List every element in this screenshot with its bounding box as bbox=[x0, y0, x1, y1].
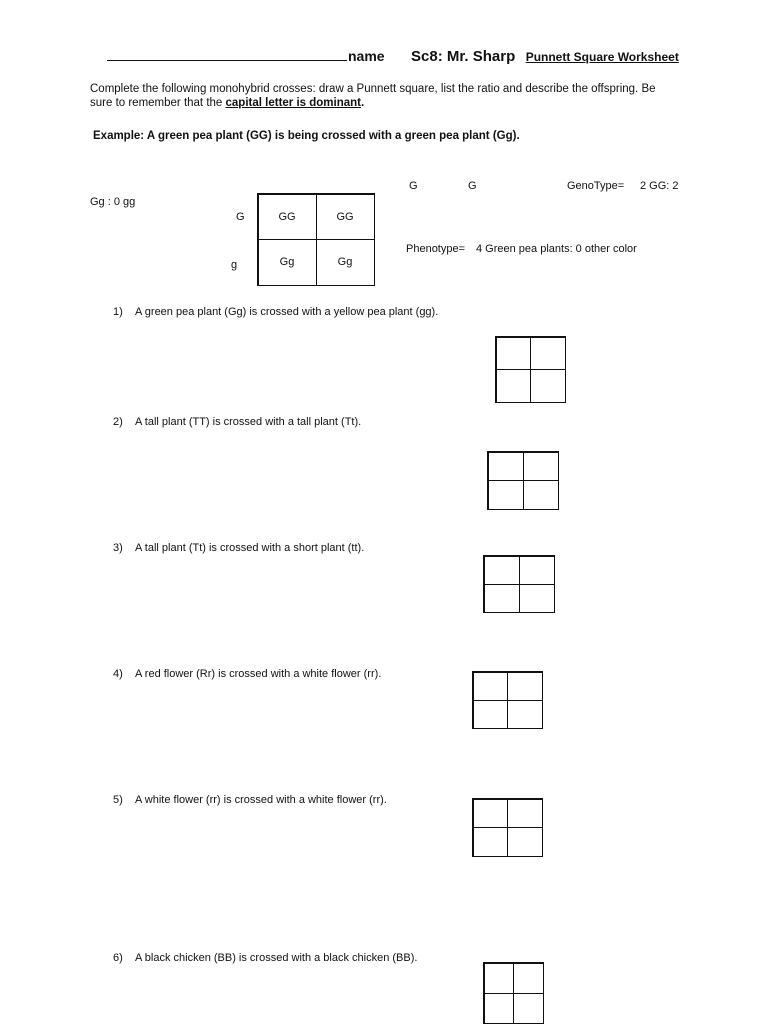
example-title: Example: A green pea plant (GG) is being crossed with a green pea plant (Gg). bbox=[93, 130, 520, 142]
example-side-allele-2: g bbox=[231, 259, 238, 271]
punnett-cell[interactable] bbox=[519, 556, 555, 585]
question-number: 4) bbox=[113, 668, 123, 680]
genotype-value: 2 GG: 2 bbox=[640, 180, 679, 192]
punnett-cell[interactable] bbox=[507, 672, 543, 701]
punnett-square-3[interactable] bbox=[483, 555, 555, 613]
genotype-wrap: Gg : 0 gg bbox=[90, 196, 136, 208]
question-text: A black chicken (BB) is crossed with a black chicken (BB). bbox=[135, 952, 418, 964]
question-1 bbox=[113, 306, 438, 318]
punnett-square-2[interactable] bbox=[487, 451, 559, 510]
punnett-cell[interactable] bbox=[507, 827, 543, 857]
punnett-cell[interactable] bbox=[484, 993, 515, 1024]
question-text: A red flower (Rr) is crossed with a white flower (rr). bbox=[135, 668, 382, 680]
punnett-cell: GG bbox=[258, 194, 317, 241]
question-number: 2) bbox=[113, 416, 123, 428]
punnett-cell: GG bbox=[316, 194, 375, 241]
example-top-allele-2: G bbox=[468, 180, 477, 192]
example-top-allele-1: G bbox=[409, 180, 418, 192]
phenotype-label: Phenotype= bbox=[406, 243, 466, 255]
teacher-label: Sc8: Mr. Sharp bbox=[411, 48, 516, 65]
worksheet-header bbox=[107, 46, 679, 70]
punnett-cell[interactable] bbox=[488, 480, 524, 510]
punnett-square-4[interactable] bbox=[472, 671, 543, 729]
punnett-cell[interactable] bbox=[530, 369, 566, 403]
punnett-cell[interactable] bbox=[496, 337, 532, 371]
question-3 bbox=[113, 542, 364, 554]
instructions bbox=[90, 82, 680, 110]
punnett-cell[interactable] bbox=[519, 584, 555, 613]
punnett-cell[interactable] bbox=[523, 480, 559, 510]
instructions-emphasis: capital letter is dominant bbox=[225, 97, 361, 109]
genotype-label: GenoType= bbox=[567, 180, 625, 192]
punnett-cell: Gg bbox=[316, 239, 375, 286]
question-text: A tall plant (Tt) is crossed with a short plant (tt). bbox=[135, 542, 365, 554]
example-side-allele-1: G bbox=[236, 211, 245, 223]
question-number: 1) bbox=[113, 306, 123, 318]
punnett-cell[interactable] bbox=[484, 584, 520, 613]
punnett-cell[interactable] bbox=[530, 337, 566, 371]
punnett-cell[interactable] bbox=[484, 556, 520, 585]
question-4 bbox=[113, 668, 381, 680]
question-5 bbox=[113, 794, 387, 806]
example-punnett-square bbox=[257, 193, 375, 286]
instructions-text: Complete the following monohybrid crosses: draw a Punnett square, list the ratio and describe the offspring. Be sure to remember that the bbox=[90, 83, 656, 109]
punnett-cell[interactable] bbox=[496, 369, 532, 403]
punnett-cell[interactable] bbox=[513, 993, 544, 1024]
name-label: name bbox=[348, 48, 385, 64]
phenotype-value: 4 Green pea plants: 0 other color bbox=[476, 243, 637, 255]
instructions-period: . bbox=[361, 97, 365, 109]
question-6 bbox=[113, 952, 417, 964]
punnett-cell[interactable] bbox=[473, 827, 509, 857]
question-number: 6) bbox=[113, 952, 123, 964]
question-number: 5) bbox=[113, 794, 123, 806]
punnett-cell[interactable] bbox=[488, 452, 524, 482]
question-number: 3) bbox=[113, 542, 123, 554]
punnett-cell[interactable] bbox=[513, 963, 544, 994]
punnett-square-5[interactable] bbox=[472, 798, 543, 857]
punnett-cell[interactable] bbox=[473, 672, 509, 701]
punnett-square-6[interactable] bbox=[483, 962, 544, 1024]
question-text: A tall plant (TT) is crossed with a tall plant (Tt). bbox=[135, 416, 362, 428]
punnett-cell: Gg bbox=[258, 239, 317, 286]
punnett-cell[interactable] bbox=[507, 700, 543, 729]
question-text: A white flower (rr) is crossed with a white flower (rr). bbox=[135, 794, 387, 806]
punnett-cell[interactable] bbox=[473, 700, 509, 729]
punnett-square-1[interactable] bbox=[495, 336, 566, 403]
punnett-cell[interactable] bbox=[484, 963, 515, 994]
name-blank-line[interactable] bbox=[107, 46, 347, 61]
worksheet-title: Punnett Square Worksheet bbox=[525, 50, 679, 64]
punnett-cell[interactable] bbox=[523, 452, 559, 482]
question-text: A green pea plant (Gg) is crossed with a yellow pea plant (gg). bbox=[135, 306, 439, 318]
punnett-cell[interactable] bbox=[507, 799, 543, 829]
punnett-cell[interactable] bbox=[473, 799, 509, 829]
question-2 bbox=[113, 416, 361, 428]
